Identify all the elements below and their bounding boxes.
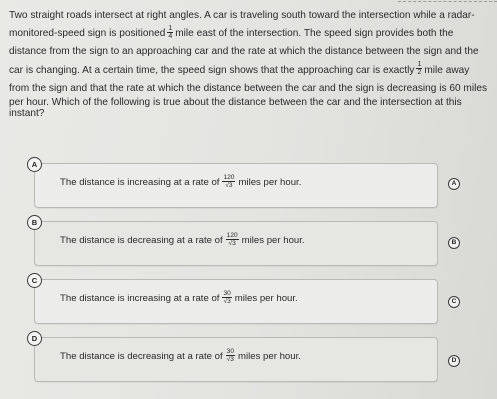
question-line-2-start: monitored-speed sign is positioned	[9, 28, 166, 40]
choice-b-text	[60, 232, 305, 250]
fraction-numerator: 30	[226, 347, 234, 355]
choice-c-text	[60, 290, 298, 308]
question-line-1: Two straight roads intersect at right angles. A car is traveling south toward the intersection while a radar-	[9, 10, 475, 21]
fraction-numerator: 120	[223, 173, 235, 181]
choice-b-letter-badge: B	[27, 215, 42, 230]
fraction-numerator: 1	[417, 61, 422, 69]
answer-choice-b[interactable]	[31, 218, 438, 266]
choice-c-radio-button[interactable]: C	[448, 296, 460, 308]
fraction-one-fourth	[167, 25, 173, 40]
fraction-denominator: 2	[417, 69, 422, 77]
fraction-numerator: 30	[223, 289, 231, 297]
answer-choice-d[interactable]	[31, 334, 438, 382]
choice-a-text	[60, 174, 301, 192]
choice-a-text-end: miles per hour.	[238, 177, 302, 188]
fraction-denominator: √3	[223, 297, 231, 305]
choice-b-radio-button[interactable]: B	[448, 237, 460, 249]
choice-d-text-start: The distance is decreasing at a rate of	[60, 351, 223, 362]
answer-choice-a[interactable]	[31, 160, 438, 208]
fraction-denominator: √3	[228, 239, 236, 247]
question-line-6: per hour. Which of the following is true about the distance between the car and the intersection at this	[9, 97, 462, 109]
answer-choice-c[interactable]	[31, 276, 438, 324]
choice-a-fraction	[222, 174, 235, 189]
choice-d-fraction	[226, 348, 235, 363]
top-divider	[398, 1, 497, 2]
question-line-4	[9, 62, 491, 80]
fraction-one-half	[416, 61, 422, 76]
question-line-4-end: mile away	[424, 64, 470, 76]
choice-b-text-end: miles per hour.	[241, 235, 305, 246]
choice-d-letter-badge: D	[27, 331, 42, 346]
fraction-numerator: 120	[226, 231, 238, 239]
choice-d-text	[60, 348, 301, 366]
choice-a-text-start: The distance is increasing at a rate of	[60, 177, 220, 188]
choice-a-letter-badge: A	[27, 157, 42, 172]
question-stem	[9, 7, 491, 119]
choice-c-letter-badge: C	[27, 273, 42, 288]
choice-a-radio-button[interactable]: A	[448, 178, 460, 190]
fraction-numerator: 1	[168, 25, 173, 33]
question-line-2	[9, 25, 491, 43]
choice-d-text-end: miles per hour.	[238, 351, 301, 362]
question-line-5: from the sign and that the rate at which the distance between the car and the sign is decreasing is 60 miles	[9, 82, 488, 94]
choice-b-text-start: The distance is decreasing at a rate of	[60, 235, 223, 246]
choice-b-fraction	[226, 232, 239, 247]
fraction-denominator: √3	[226, 355, 234, 363]
question-line-4-start: car is changing. At a certain time, the speed sign shows that the approaching car is exactly	[9, 64, 415, 76]
fraction-denominator: √3	[225, 181, 233, 189]
question-line-2-end: mile east of the intersection. The speed sign provides both the	[175, 28, 454, 40]
question-line-7: instant?	[9, 107, 45, 119]
choice-c-text-start: The distance is increasing at a rate of	[60, 293, 220, 304]
choice-c-text-end: miles per hour.	[234, 293, 298, 304]
choice-c-fraction	[222, 290, 231, 305]
fraction-denominator: 4	[168, 33, 173, 41]
choice-d-radio-button[interactable]: D	[448, 355, 460, 367]
question-line-3: distance from the sign to an approaching car and the rate at which the distance between the sign and the	[9, 46, 479, 58]
